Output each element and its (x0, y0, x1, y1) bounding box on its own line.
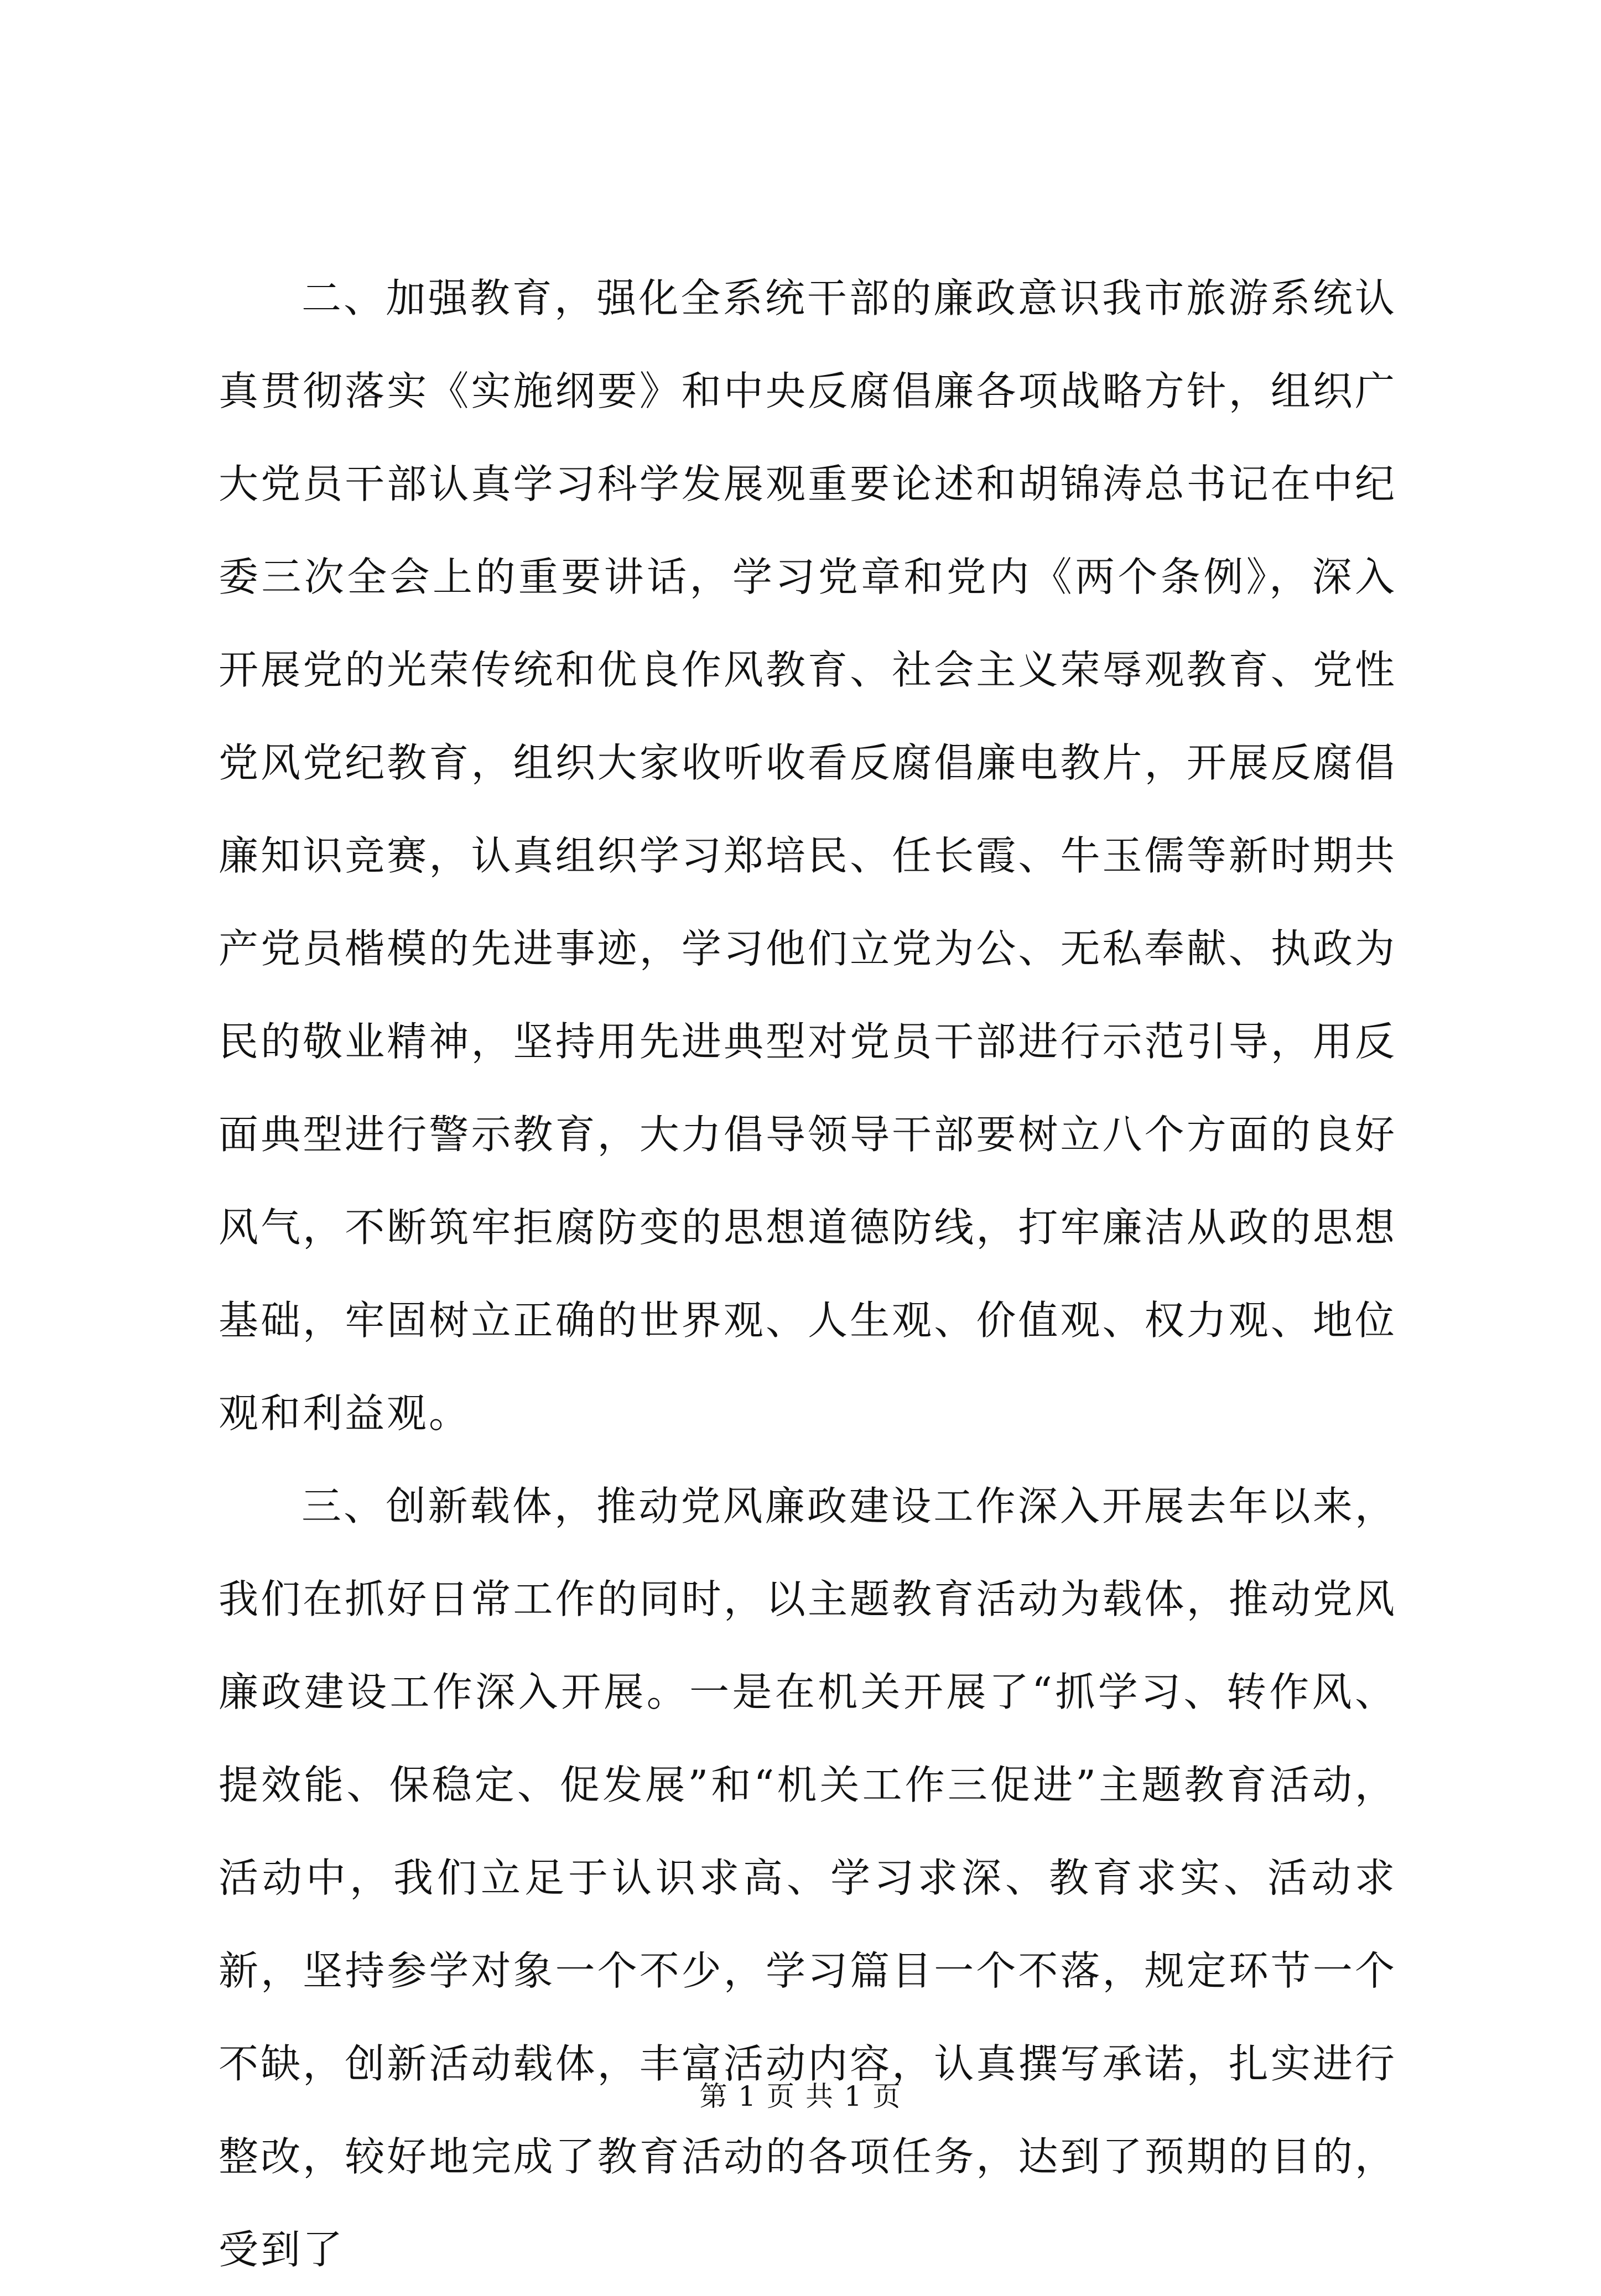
page-number-footer: 第 1 页 共 1 页 (699, 2080, 902, 2112)
document-body (219, 252, 1397, 2296)
paragraph-education: 二、加强教育，强化全系统干部的廉政意识我市旅游系统认真贯彻落实《实施纲要》和中央反腐倡廉各项战略方针，组织广大党员干部认真学习科学发展观重要论述和胡锦涛总书记在中纪委三次全会上的重要讲话，学习党章和党内《两个条例》，深入开展党的光荣传统和优良作风教育、社会主义荣辱观教育、党性党风党纪教育，组织大家收听收看反腐倡廉电教片，开展反腐倡廉知识竞赛，认真组织学习郑培民、任长霞、牛玉儒等新时期共产党员楷模的先进事迹，学习他们立党为公、无私奉献、执政为民的敬业精神，坚持用先进典型对党员干部进行示范引导，用反面典型进行警示教育，大力倡导领导干部要树立八个方面的良好风气，不断筑牢拒腐防变的思想道德防线，打牢廉洁从政的思想基础，牢固树立正确的世界观、人生观、价值观、权力观、地位观和利益观。 (219, 275, 1397, 1436)
paragraph-innovation: 三、创新载体，推动党风廉政建设工作深入开展去年以来，我们在抓好日常工作的同时，以主题教育活动为载体，推动党风廉政建设工作深入开展。一是在机关开展了“抓学习、转作风、提效能、保稳定、促发展”和“机关工作三促进”主题教育活动，活动中，我们立足于认识求高、学习求深、教育求实、活动求新，坚持参学对象一个不少，学习篇目一个不落，规定环节一个不缺，创新活动载体，丰富活动内容，认真撰写承诺，扎实进行整改，较好地完成了教育活动的各项任务，达到了预期的目的，受到了 (219, 1483, 1397, 2273)
